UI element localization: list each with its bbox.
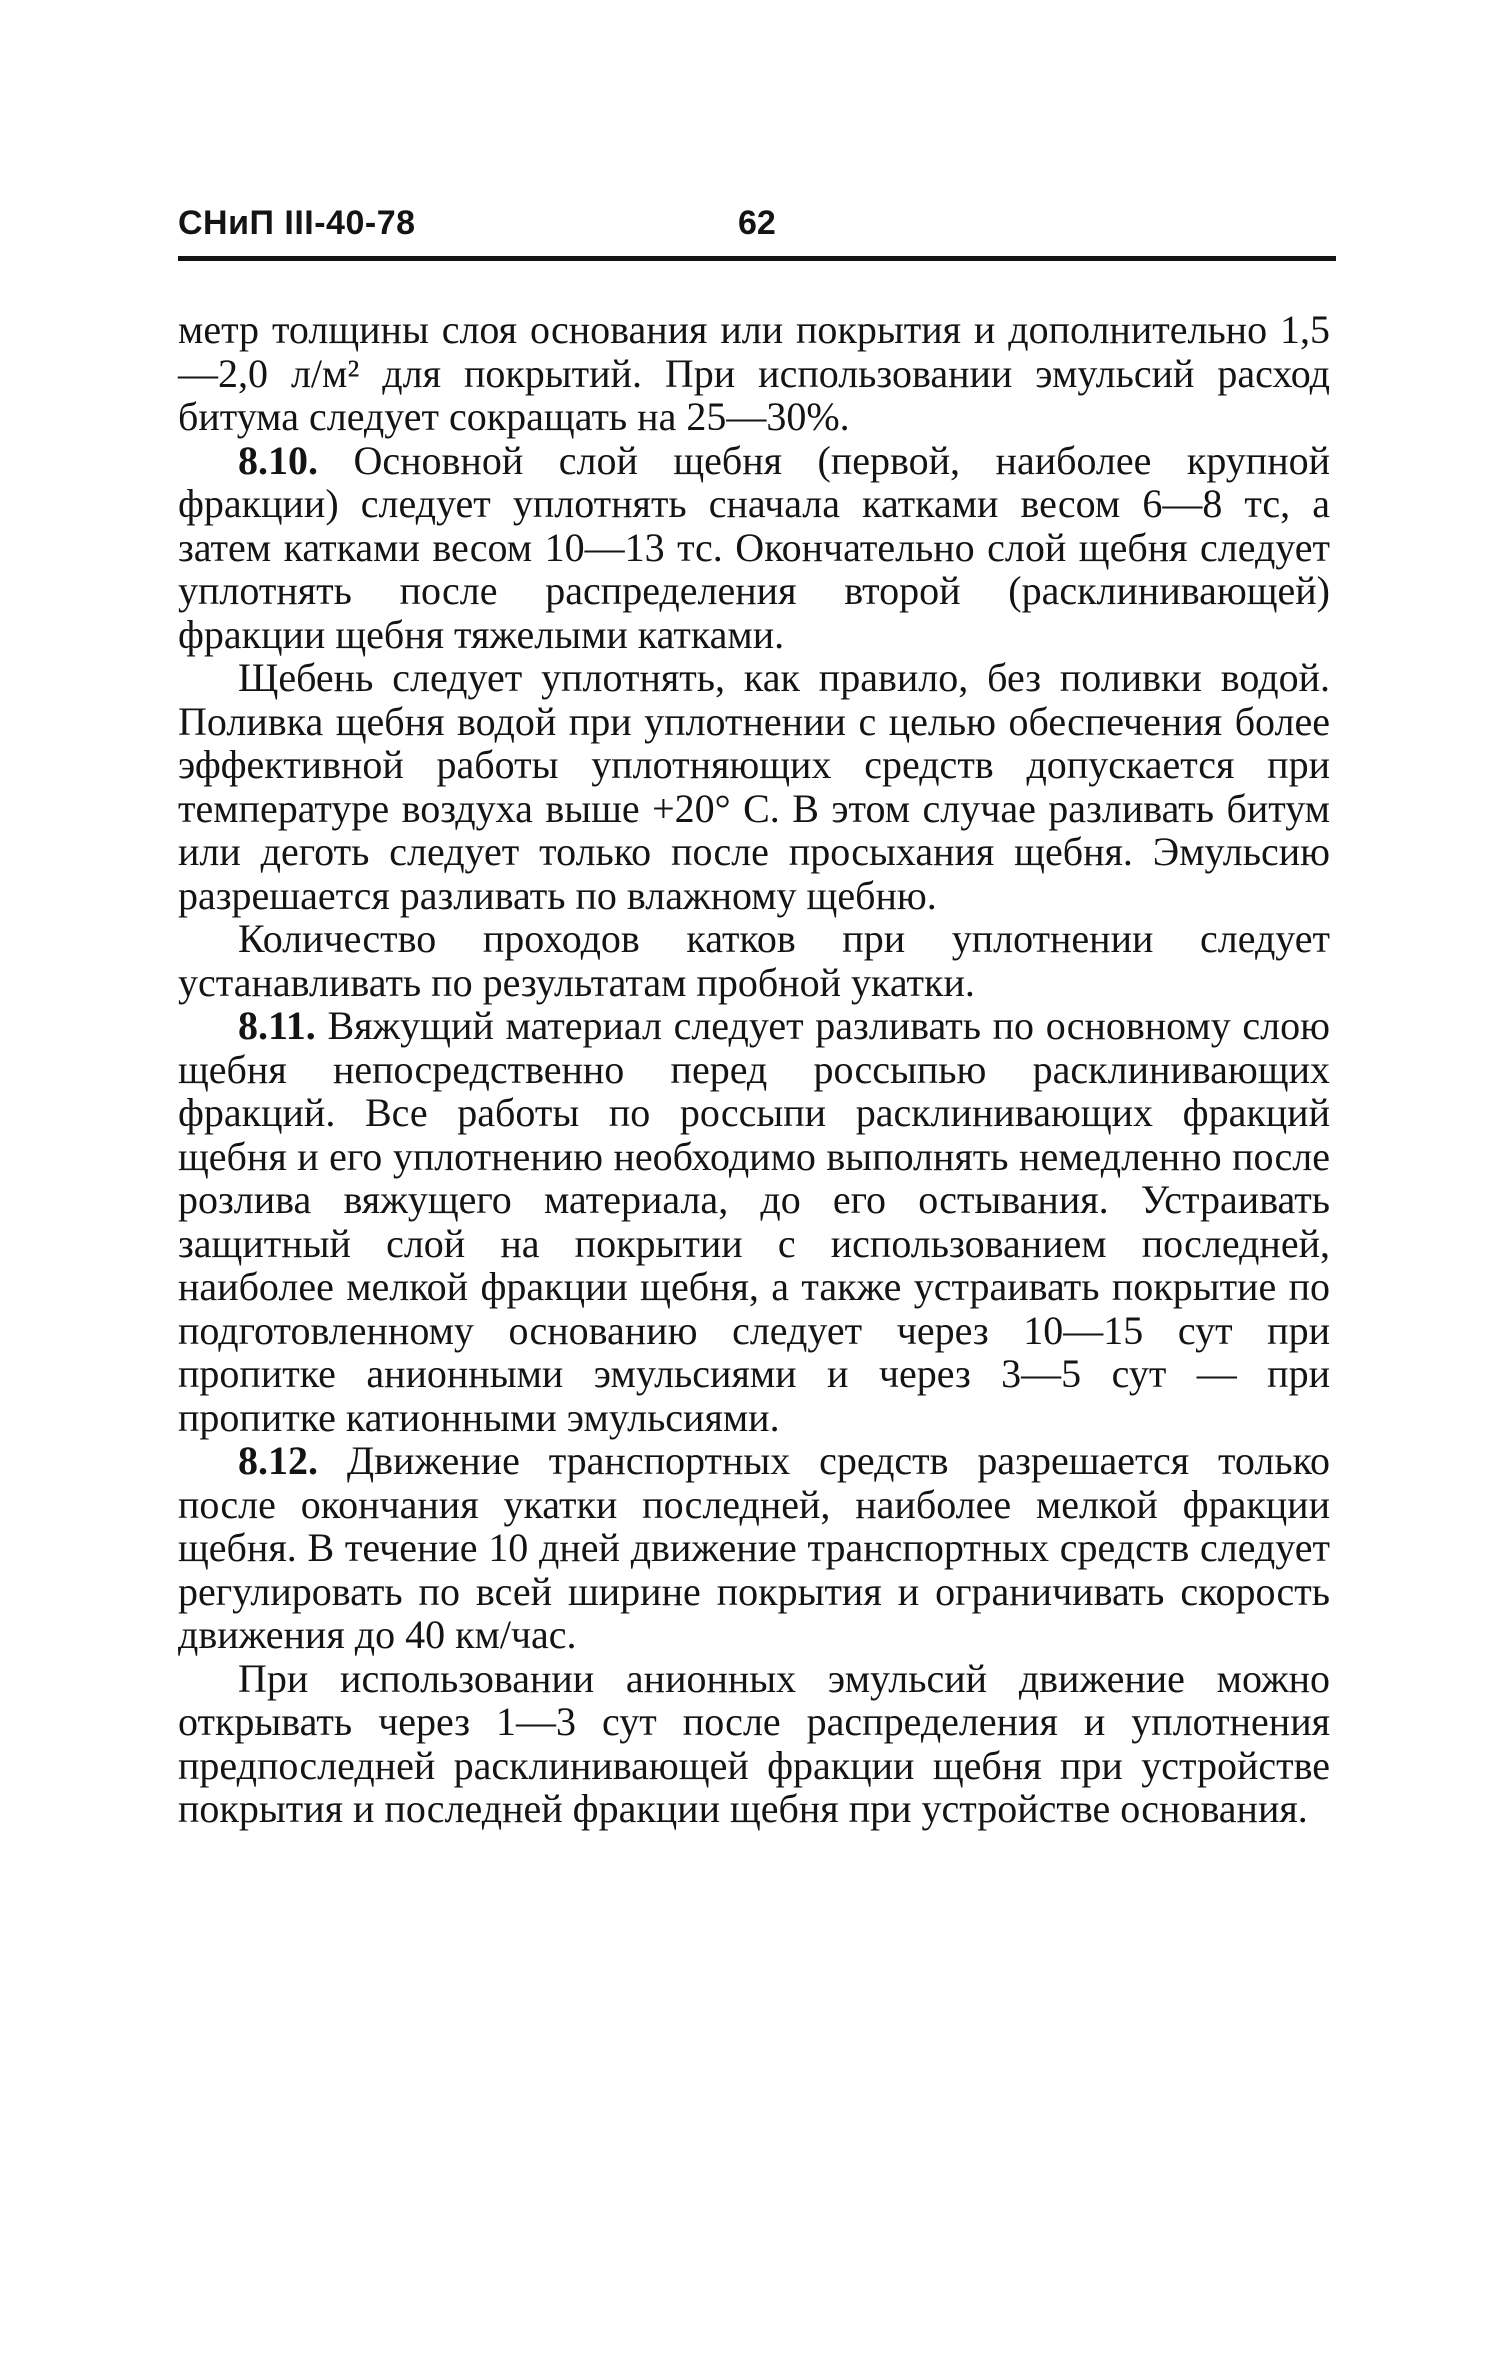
paragraph-8-11 [178, 1004, 1330, 1439]
paragraph-text: метр толщины слоя основания или покрытия и дополнительно 1,5—2,0 л/м² для покрытий. При использовании эмульсий расход битума следует сокращать на 25—30%. [178, 307, 1330, 439]
paragraph-text: Основной слой щебня (первой, наиболее крупной фракции) следует уплотнять сначала катками весом 6—8 тс, а затем катками весом 10—13 тс. Окончательно слой щебня следует уплотнять после распределения второй (расклинивающей) фракции щебня тяжелыми катками. [178, 437, 1331, 657]
section-number: 8.12. [238, 1438, 318, 1483]
section-number: 8.10. [238, 437, 318, 483]
paragraph-text: Щебень следует уплотнять, как правило, без поливки водой. Поливка щебня водой при уплотнении с целью обеспечения более эффективной работы уплотняющих средств допускается при температуре воздуха выше +20° С. В этом случае разливать битум или деготь следует только после просыхания щебня. Эмульсию разрешается разливать по влажному щебню. [178, 655, 1330, 918]
paragraph-text: Вяжущий материал следует разливать по основному слою щебня непосредственно перед россыпью расклинивающих фракций. Все работы по россыпи расклинивающих фракций щебня и его уплотнению необходимо выполнять немедленно после розлива вяжущего материала, до его остывания. Устраивать защитный слой на покрытии с использованием последней, наиболее мелкой фракции щебня, а также устраивать покрытие по подготовленному основанию следует через 10—15 сут при пропитке анионными эмульсиями и через 3—5 сут — при пропитке катионными эмульсиями. [178, 1003, 1330, 1440]
paragraph-continuation [178, 308, 1330, 439]
paragraph-text: При использовании анионных эмульсий движение можно открывать через 1—3 сут после распределения и уплотнения предпоследней расклинивающей фракции щебня при устройстве покрытия и последней фракции щебня при устройстве основания. [178, 1655, 1330, 1831]
main-text [178, 308, 1330, 1831]
page-number: 62 [738, 204, 776, 242]
paragraph-roller-passes [178, 917, 1330, 1004]
paragraph-8-10 [178, 439, 1330, 657]
header-rule [178, 256, 1336, 261]
running-header [178, 198, 1328, 248]
paragraph-8-12 [178, 1439, 1330, 1657]
section-number: 8.11. [238, 1003, 316, 1048]
paragraph-text: Количество проходов катков при уплотнении следует устанавливать по результатам пробной укатки. [178, 916, 1330, 1005]
paragraph-text: Движение транспортных средств разрешается только после окончания укатки последней, наиболее мелкой фракции щебня. В течение 10 дней движение транспортных средств следует регулировать по всей ширине покрытия и ограничивать скорость движения до 40 км/час. [178, 1438, 1331, 1657]
paragraph-anionic-traffic [178, 1657, 1330, 1831]
document-code: СНиП III-40-78 [178, 204, 416, 242]
paragraph-watering [178, 656, 1330, 917]
